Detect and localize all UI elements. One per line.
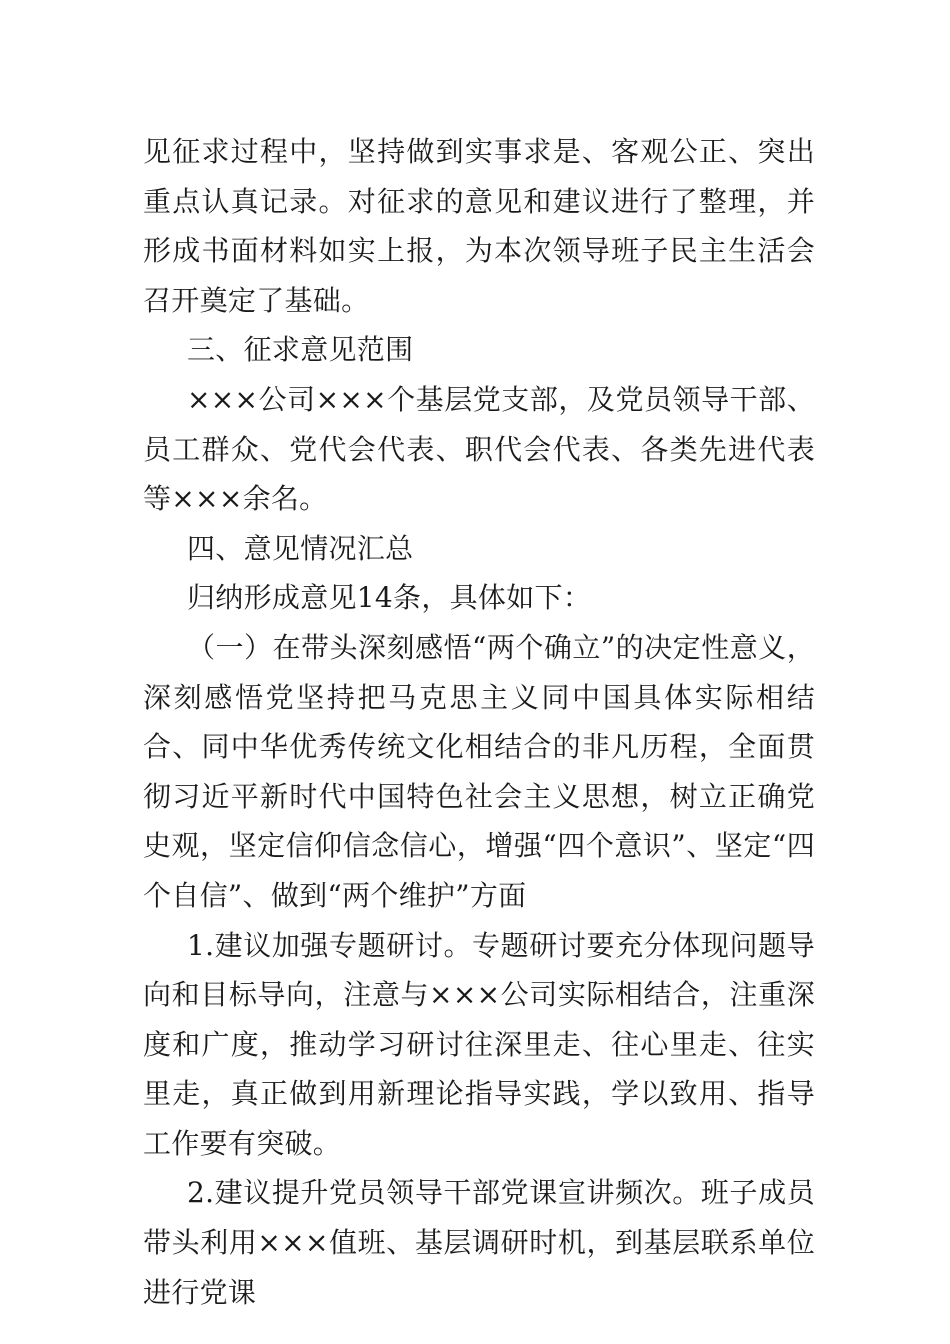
document-body: [143, 127, 815, 1317]
list-item-1: 1.建议加强专题研讨。专题研讨要充分体现问题导向和目标导向，注意与×××公司实际相结合，注重深度和广度，推动学习研讨往深里走、往心里走、往实里走，真正做到用新理论指导实践，学以致用、指导工作要有突破。: [143, 928, 815, 1160]
subsection-heading-1: （一）在带头深刻感悟“两个确立”的决定性意义，深刻感悟党坚持把马克思主义同中国具体实际相结合、同中华优秀传统文化相结合的非凡历程，全面贯彻习近平新时代中国特色社会主义思想，树立正确党史观，坚定信仰信念信心，增强“四个意识”、坚定“四个自信”、做到“两个维护”方面: [143, 630, 815, 912]
section-heading-3: 三、征求意见范围: [187, 333, 414, 367]
section-heading-4: 四、意见情况汇总: [187, 531, 414, 565]
paragraph-scope: ×××公司×××个基层党支部，及党员领导干部、员工群众、党代会代表、职代会代表、各类先进代表等×××余名。: [143, 382, 815, 516]
list-item-2: 2.建议提升党员领导干部党课宣讲频次。班子成员带头利用×××值班、基层调研时机，到基层联系单位进行党课: [143, 1176, 815, 1309]
paragraph-summary: 归纳形成意见14条，具体如下：: [187, 581, 592, 615]
paragraph-continuation: 见征求过程中，坚持做到实事求是、客观公正、突出重点认真记录。对征求的意见和建议进行了整理，并形成书面材料如实上报，为本次领导班子民主生活会召开奠定了基础。: [143, 135, 815, 317]
